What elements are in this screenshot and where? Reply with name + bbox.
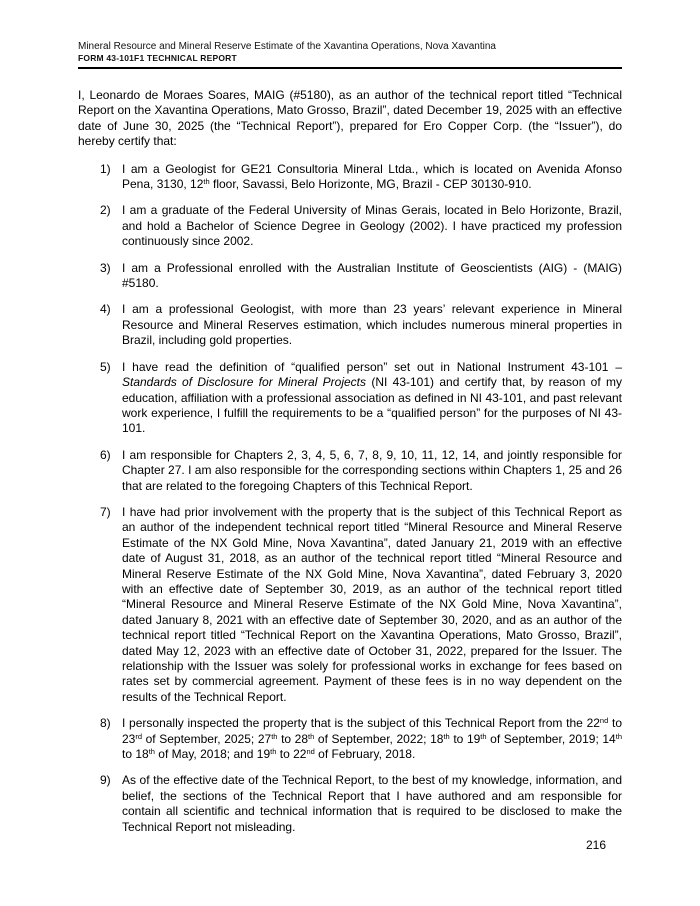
certificate-item xyxy=(78,302,622,348)
page-header xyxy=(78,40,622,69)
item-text: I am a Professional enrolled with the Australian Institute of Geoscientists (AIG) - (MAIG) #5180. xyxy=(122,260,622,291)
item-number: 2) xyxy=(100,203,111,218)
report-title: Mineral Resource and Mineral Reserve Estimate of the Xavantina Operations, Nova Xavantina xyxy=(78,41,496,52)
form-type-label: FORM 43-101F1 TECHNICAL REPORT xyxy=(78,53,237,63)
item-number: 7) xyxy=(100,504,111,519)
item-text: I am a graduate of the Federal University of Minas Gerais, located in Belo Horizonte, Brazil, and hold a Bachelor of Science Degree in Geology (2002). I have practiced my profession continuously since 2002. xyxy=(122,203,622,249)
certificate-item xyxy=(78,505,622,705)
certificate-item xyxy=(78,203,622,249)
item-number: 6) xyxy=(100,447,111,462)
header-rule xyxy=(78,67,622,69)
certificate-item xyxy=(78,261,622,292)
certificate-item xyxy=(78,360,622,437)
item-text: As of the effective date of the Technical Report, to the best of my knowledge, information, and belief, the sections of the Technical Report that I have authored and am responsible for contain all scientific and technical information that is required to be disclosed to make the Technical Report not misleading. xyxy=(122,773,622,834)
certificate-intro-paragraph: I, Leonardo de Moraes Soares, MAIG (#5180), as an author of the technical report titled “Technical Report on the Xavantina Operations, Mato Grosso, Brazil”, dated December 19, 2025 with an effective date of June 30, 2025 (the “Technical Report”), prepared for Ero Copper Corp. (the “Issuer”), do hereby certify that: xyxy=(78,88,622,149)
item-number: 4) xyxy=(100,302,111,317)
item-number: 8) xyxy=(100,716,111,731)
item-text: I am a Geologist for GE21 Consultoria Mineral Ltda., which is located on Avenida Afonso Pena, 3130, 12th floor, Savassi, Belo Horizonte, MG, Brazil - CEP 30130-910. xyxy=(122,161,622,192)
item-number: 9) xyxy=(100,773,111,788)
item-text: I have read the definition of “qualified person” set out in National Instrument 43-101 – Standards of Disclosure for Mineral Projects (NI 43-101) and certify that, by reason of my education, affiliation with a professional association as defined in NI 43-101, and past relevant work experience, I fulfill the requirements to be a “qualified person” for the purposes of NI 43-101. xyxy=(122,359,623,436)
item-text: I personally inspected the property that is the subject of this Technical Report from the 22nd to 23rd of September, 2025; 27th to 28th of September, 2022; 18th to 19th of September, 2019; 14th to 18th of May, 2018; and 19th to 22nd of February, 2018. xyxy=(122,716,622,762)
item-text: I have had prior involvement with the property that is the subject of this Technical Report as an author of the independent technical report titled “Mineral Resource and Mineral Reserve Estimate of the NX Gold Mine, Nova Xavantina”, dated January 21, 2019 with an effective date of August 31, 2018, as an author of the technical report titled “Mineral Resource and Mineral Reserve Estimate of the NX Gold Mine, Nova Xavantina”, dated February 3, 2020 with an effective date of September 30, 2019, as an author of the technical report titled “Mineral Resource and Mineral Reserve Estimate of the NX Gold Mine, Nova Xavantina”, dated January 8, 2021 with an effective date of September 30, 2020, and as an author of the technical report titled “Technical Report on the Xavantina Operations, Mato Grosso, Brazil”, dated May 12, 2023 with an effective date of October 31, 2022, prepared for the Issuer. The relationship with the Issuer was solely for professional works in exchange for fees based on rates set by commercial agreement. Payment of these fees is in no way dependent on the results of the Technical Report. xyxy=(122,504,622,704)
certificate-item xyxy=(78,162,622,193)
certificate-list xyxy=(78,162,622,835)
item-text: I am responsible for Chapters 2, 3, 4, 5, 6, 7, 8, 9, 10, 11, 12, 14, and jointly responsible for Chapter 27. I am also responsible for the corresponding sections within Chapters 1, 25 and 26 that are related to the foregoing Chapters of this Technical Report. xyxy=(122,447,622,493)
certificate-item xyxy=(78,773,622,835)
item-number: 1) xyxy=(100,161,111,176)
item-number: 3) xyxy=(100,260,111,275)
item-text: I am a professional Geologist, with more than 23 years’ relevant experience in Mineral Resource and Mineral Reserves estimation, which includes numerous mineral properties in Brazil, including gold properties. xyxy=(122,302,622,348)
page-number: 216 xyxy=(585,838,606,852)
certificate-item xyxy=(78,448,622,494)
certificate-item xyxy=(78,716,622,762)
item-number: 5) xyxy=(100,359,111,374)
